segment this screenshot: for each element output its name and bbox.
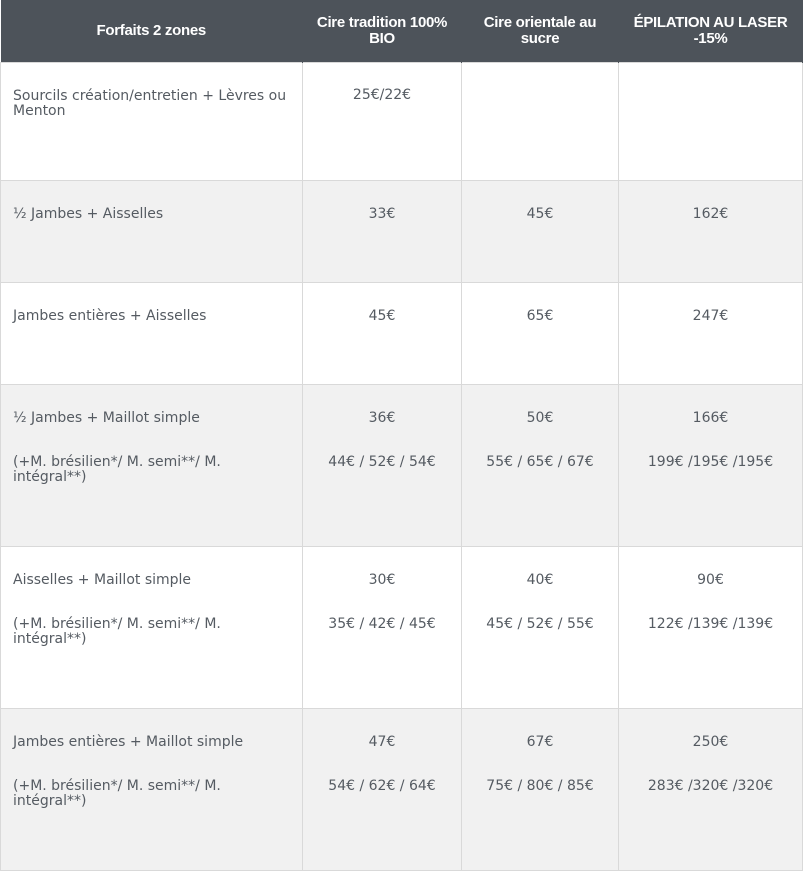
table-row (1, 181, 803, 283)
price-laser-sub: 283€ /320€ /320€ (647, 778, 774, 794)
price-tradition-sub: 44€ / 52€ / 54€ (328, 454, 436, 470)
price-orientale-value: 65€ (526, 308, 554, 324)
price-laser (619, 709, 803, 871)
row-label (1, 283, 303, 385)
table-body (1, 63, 803, 871)
price-laser (619, 385, 803, 547)
row-label-text: ½ Jambes + Aisselles (13, 206, 164, 222)
price-tradition-value: 45€ (368, 308, 396, 324)
price-tradition-value: 47€ (368, 734, 396, 750)
header-forfaits: Forfaits 2 zones (1, 0, 303, 63)
row-label (1, 63, 303, 181)
row-sublabel-text: (+M. brésilien*/ M. semi**/ M. intégral**) (13, 454, 221, 485)
price-orientale-sub: 75€ / 80€ / 85€ (486, 778, 594, 794)
price-orientale-value: 40€ (526, 572, 554, 588)
row-label (1, 709, 303, 871)
price-laser-value: 250€ (692, 734, 729, 750)
row-label (1, 547, 303, 709)
price-laser-value: 162€ (692, 206, 729, 222)
header-cire-tradition: Cire tradition 100% BIO (303, 0, 462, 63)
row-label-text: Sourcils création/entretien + Lèvres ou Menton (13, 88, 287, 119)
price-tradition-sub: 35€ / 42€ / 45€ (328, 616, 436, 632)
price-laser (619, 181, 803, 283)
row-label-text: ½ Jambes + Maillot simple (13, 410, 200, 426)
row-label (1, 181, 303, 283)
price-orientale-value: 67€ (526, 734, 554, 750)
price-laser-value: 90€ (697, 572, 724, 588)
price-tradition (303, 283, 462, 385)
price-tradition (303, 547, 462, 709)
price-tradition (303, 709, 462, 871)
price-tradition-value: 25€/22€ (352, 87, 412, 103)
row-label-text: Jambes entières + Aisselles (13, 308, 207, 324)
price-orientale (462, 181, 619, 283)
header-cire-orientale: Cire orientale au sucre (462, 0, 619, 63)
table-row (1, 547, 803, 709)
price-orientale (462, 63, 619, 181)
price-orientale (462, 547, 619, 709)
price-laser-value: 166€ (692, 410, 729, 426)
row-sublabel-text: (+M. brésilien*/ M. semi**/ M. intégral**) (13, 616, 221, 647)
price-tradition (303, 63, 462, 181)
table-header (1, 0, 803, 63)
price-laser-value: 247€ (692, 308, 729, 324)
price-tradition-value: 33€ (368, 206, 396, 222)
header-row (1, 0, 803, 63)
row-label (1, 385, 303, 547)
price-orientale-sub: 55€ / 65€ / 67€ (486, 454, 594, 470)
row-sublabel-text: (+M. brésilien*/ M. semi**/ M. intégral**) (13, 778, 221, 809)
table-row (1, 283, 803, 385)
price-orientale (462, 709, 619, 871)
price-tradition-value: 30€ (368, 572, 396, 588)
price-tradition (303, 385, 462, 547)
price-orientale (462, 385, 619, 547)
price-orientale-value: 50€ (526, 410, 554, 426)
row-label-text: Aisselles + Maillot simple (13, 572, 192, 588)
row-label-text: Jambes entières + Maillot simple (13, 734, 244, 750)
header-laser: ÉPILATION AU LASER -15% (619, 0, 803, 63)
price-laser (619, 283, 803, 385)
price-laser (619, 547, 803, 709)
price-orientale-sub: 45€ / 52€ / 55€ (486, 616, 594, 632)
price-orientale (462, 283, 619, 385)
price-tradition-value: 36€ (368, 410, 396, 426)
table-row (1, 63, 803, 181)
price-tradition-sub: 54€ / 62€ / 64€ (328, 778, 436, 794)
price-laser (619, 63, 803, 181)
table-row (1, 709, 803, 871)
price-orientale-value: 45€ (526, 206, 554, 222)
table-row (1, 385, 803, 547)
price-laser-sub: 199€ /195€ /195€ (647, 454, 774, 470)
price-laser-sub: 122€ /139€ /139€ (647, 616, 774, 632)
price-tradition (303, 181, 462, 283)
